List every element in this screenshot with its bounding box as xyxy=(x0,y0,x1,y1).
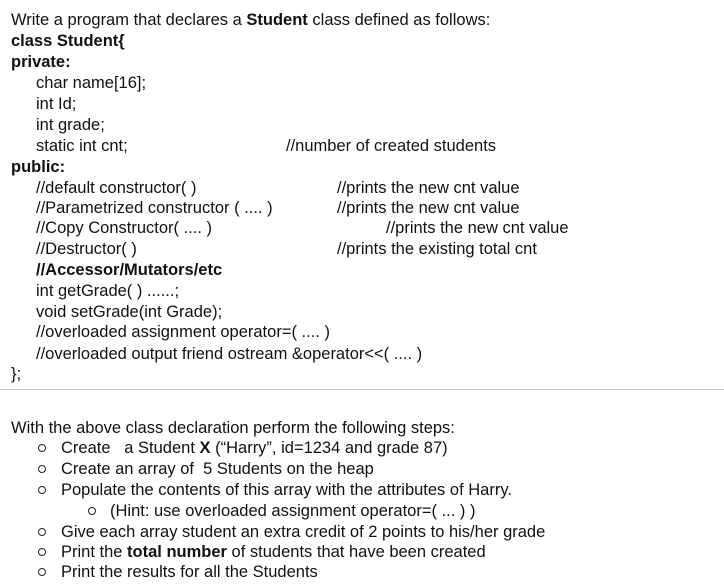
step-extra-credit: Give each array student an extra credit of 2 points to his/her grade xyxy=(61,523,546,541)
method-output-operator: //overloaded output friend ostream &operator<<( .... ) xyxy=(36,345,423,363)
intro-suffix: class defined as follows: xyxy=(307,11,491,29)
step-create-student xyxy=(61,438,448,458)
accessor-heading: //Accessor/Mutators/etc xyxy=(36,261,223,279)
intro-text xyxy=(11,10,490,30)
step1-text-a: Create a Student xyxy=(61,439,200,457)
bullet-icon xyxy=(38,465,46,473)
member-cnt: static int cnt; xyxy=(36,137,128,155)
method-assignment: //overloaded assignment operator=( .... ) xyxy=(36,323,330,341)
default-constructor: //default constructor( ) xyxy=(36,179,197,197)
step-populate: Populate the contents of this array with the attributes of Harry. xyxy=(61,481,512,499)
bullet-icon xyxy=(38,444,46,452)
public-label: public: xyxy=(11,158,66,176)
intro-class-word: Student xyxy=(246,11,308,29)
section-divider xyxy=(0,389,724,390)
destructor: //Destructor( ) xyxy=(36,240,137,258)
method-setgrade: void setGrade(int Grade); xyxy=(36,303,223,321)
member-id: int Id; xyxy=(36,95,77,113)
copy-constructor-comment: //prints the new cnt value xyxy=(386,219,569,237)
bullet-icon xyxy=(38,486,46,494)
bullet-icon xyxy=(38,528,46,536)
step1-text-b: (“Harry”, id=1234 and grade 87) xyxy=(210,439,448,457)
step-print-results: Print the results for all the Students xyxy=(61,563,318,581)
step1-bold: X xyxy=(199,439,211,457)
step5-bold: total number xyxy=(127,543,227,561)
class-closing: }; xyxy=(11,365,22,383)
steps-intro: With the above class declaration perform the following steps: xyxy=(11,419,455,437)
step-hint: (Hint: use overloaded assignment operator=( ... ) ) xyxy=(110,502,476,520)
step-create-array: Create an array of 5 Students on the heap xyxy=(61,460,374,478)
step-print-total xyxy=(61,542,486,562)
step5-text-a: Print the xyxy=(61,543,128,561)
member-grade: int grade; xyxy=(36,116,105,134)
member-name: char name[16]; xyxy=(36,74,147,92)
bullet-icon xyxy=(38,568,46,576)
param-constructor-comment: //prints the new cnt value xyxy=(337,199,520,217)
class-header: class Student{ xyxy=(11,32,125,50)
bullet-icon xyxy=(88,507,96,515)
intro-prefix: Write a program that declares a xyxy=(11,11,247,29)
default-constructor-comment: //prints the new cnt value xyxy=(337,179,520,197)
method-getgrade: int getGrade( ) ......; xyxy=(36,282,180,300)
bullet-icon xyxy=(38,548,46,556)
param-constructor: //Parametrized constructor ( .... ) xyxy=(36,199,273,217)
cnt-comment: //number of created students xyxy=(286,137,497,155)
private-label: private: xyxy=(11,53,71,71)
destructor-comment: //prints the existing total cnt xyxy=(337,240,537,258)
step5-text-b: of students that have been created xyxy=(226,543,486,561)
copy-constructor: //Copy Constructor( .... ) xyxy=(36,219,213,237)
